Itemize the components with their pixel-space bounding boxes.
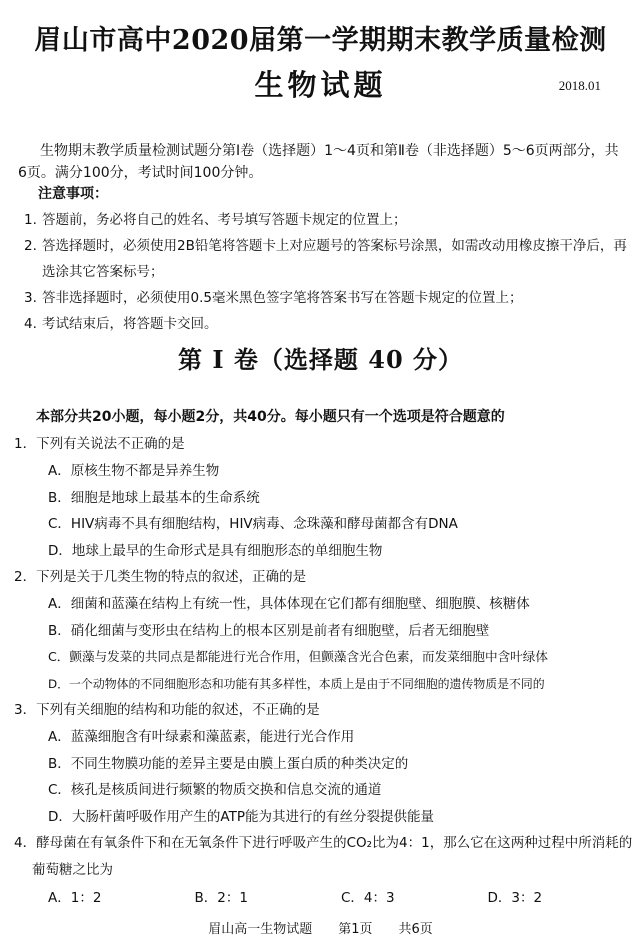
question-option: B．硝化细菌与变形虫在结构上的根本区别是前者有细胞壁，后者无细胞壁 [48,622,490,639]
section-description: 本部分共20小题，每小题2分，共40分。每小题只有一个选项是符合题意的 [36,409,505,425]
question-option: D．一个动物体的不同细胞形态和功能有其多样性，本质上是由于不同细胞的遗传物质是不同的 [48,676,545,691]
note-text: 答题前，务必将自己的姓名、考号填写答题卡规定的位置上； [42,212,407,228]
notes-list [24,207,629,337]
question [14,830,634,912]
question [14,697,634,830]
question-stem: 1．下列有关说法不正确的是 [14,436,185,452]
note-item [24,311,629,337]
note-text: 答非选择题时，必须使用0.5毫米黑色签字笔将答案书写在答题卡规定的位置上； [42,290,523,306]
question-stem: 3．下列有关细胞的结构和功能的叙述，不正确的是 [14,702,320,718]
question-option: A．蓝藻细胞含有叶绿素和藻蓝素，能进行光合作用 [48,729,355,745]
question-option: C．HIV病毒不具有细胞结构，HIV病毒、念珠藻和酵母菌都含有DNA [48,516,458,532]
question-option: A．1：2 [48,890,102,906]
note-number: 3. [24,290,37,306]
note-number: 2. [24,238,37,254]
question [14,431,634,564]
question-option: B．细胞是地球上最基本的生命系统 [48,489,260,506]
exam-title: 眉山市高中2020届第一学期期末教学质量检测 [34,25,607,56]
question-option: C．4：3 [341,890,395,906]
intro-paragraph: 生物期末教学质量检测试题分第Ⅰ卷（选择题）1～4页和第Ⅱ卷（非选择题）5～6页两部分，共6页。满分100分，考试时间100分钟。 [18,143,619,181]
question-stem: 4．酵母菌在有氧条件下和在无氧条件下进行呼吸产生的CO₂比为4：1，那么它在这两种过程中所消耗的葡萄糖之比为 [14,835,633,878]
page-footer: 眉山高一生物试题 第1页 共6页 [208,922,433,937]
question-option: B．不同生物膜功能的差异主要是由膜上蛋白质的种类决定的 [48,755,409,772]
note-number: 4. [24,316,37,332]
exam-subtitle: 生物试题 [254,68,387,102]
question-option: D．地球上最早的生命形式是具有细胞形态的单细胞生物 [48,542,383,559]
question-list [14,431,634,912]
question-option: A．细菌和蓝藻在结构上有统一性，具体体现在它们都有细胞壁、细胞膜、核糖体 [48,596,530,612]
question-option: C．核孔是核质间进行频繁的物质交换和信息交流的通道 [48,782,382,798]
option-row [14,884,634,912]
question-option: A．原核生物不都是异养生物 [48,463,220,479]
note-number: 1. [24,212,37,228]
question-option: D．3：2 [487,890,543,906]
question-option: B．2：1 [194,890,248,906]
section-title: 第 Ⅰ 卷（选择题 40 分） [177,345,464,374]
notes-heading: 注意事项： [38,186,108,202]
note-item [24,285,629,311]
exam-date: 2018.01 [558,78,601,93]
note-text: 考试结束后，将答题卡交回。 [42,316,218,332]
question [14,564,634,697]
note-text: 答选择题时，必须使用2B铅笔将答题卡上对应题号的答案标号涂黑，如需改动用橡皮擦干净后，再选涂其它答案标号； [42,238,627,280]
note-item [24,233,629,285]
question-stem: 2．下列是关于几类生物的特点的叙述，正确的是 [14,569,307,585]
question-option: C．颤藻与发菜的共同点是都能进行光合作用，但颤藻含光合色素，而发菜细胞中含叶绿体 [48,649,548,664]
note-item [24,207,629,233]
question-option: D．大肠杆菌呼吸作用产生的ATP能为其进行的有丝分裂提供能量 [48,808,434,825]
